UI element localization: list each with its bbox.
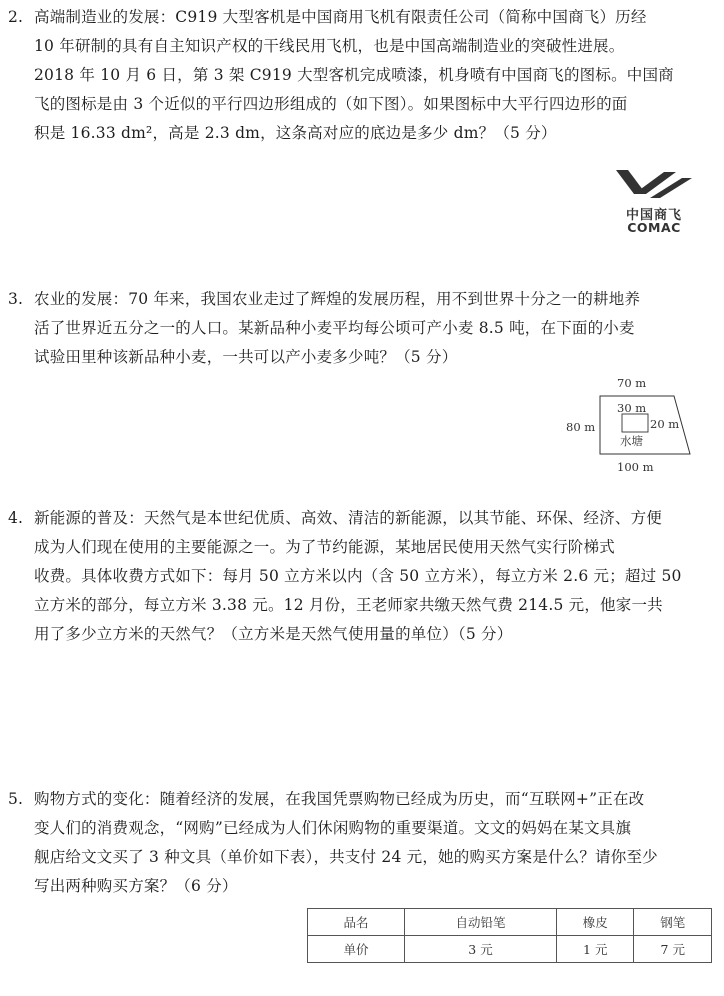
table-cell: 钢笔 (634, 909, 712, 936)
question-text-line: 高端制造业的发展：C919 大型客机是中国商用飞机有限责任公司（简称中国商飞）历经 (34, 8, 647, 26)
wheat-field-diagram (560, 372, 710, 480)
price-table (307, 908, 712, 963)
table-header-cell: 品名 (308, 909, 405, 936)
table-header-cell: 单价 (308, 936, 405, 963)
comac-logo (606, 168, 702, 238)
question-text-line: 农业的发展：70 年来，我国农业走过了辉煌的发展历程，用不到世界十分之一的耕地养 (34, 290, 641, 308)
question-text-line: 立方米的部分，每立方米 3.38 元。12 月份，王老师家共缴天然气费 214.5 元，他家一共 (34, 596, 663, 614)
pond-width-label: 30 m (617, 401, 647, 415)
question-text-line: 用了多少立方米的天然气？（立方米是天然气使用量的单位）（5 分） (34, 625, 513, 643)
question-number: 4. (8, 509, 24, 527)
question-5 (8, 785, 716, 901)
bottom-length-label: 100 m (617, 460, 654, 474)
question-text-line: 收费。具体收费方式如下：每月 50 立方米以内（含 50 立方米），每立方米 2.6 元；超过 50 (34, 567, 682, 585)
question-4 (8, 504, 716, 649)
table-cell: 自动铅笔 (405, 909, 557, 936)
pond-rect (622, 414, 648, 432)
table-row (308, 936, 712, 963)
question-2 (8, 3, 716, 148)
question-text-line: 变人们的消费观念，“网购”已经成为人们休闲购物的重要渠道。文文的妈妈在某文具旗 (34, 819, 632, 837)
table-cell: 7 元 (634, 936, 712, 963)
table-cell: 1 元 (556, 936, 634, 963)
question-text-line: 2018 年 10 月 6 日，第 3 架 C919 大型客机完成喷漆，机身喷有中国商飞的图标。中国商 (34, 66, 674, 84)
question-text-line: 写出两种购买方案？（6 分） (34, 877, 238, 895)
logo-chinese-text: 中国商飞 (625, 208, 682, 223)
question-text-line: 舰店给文文买了 3 种文具（单价如下表），共支付 24 元，她的购买方案是什么？请你至少 (34, 848, 658, 866)
question-3 (8, 285, 716, 372)
logo-english-text: COMAC (627, 220, 681, 235)
table-cell: 3 元 (405, 936, 557, 963)
question-number: 3. (8, 290, 24, 308)
question-number: 5. (8, 790, 24, 808)
question-text-line: 成为人们现在使用的主要能源之一。为了节约能源，某地居民使用天然气实行阶梯式 (34, 538, 615, 556)
pond-height-label: 20 m (650, 417, 680, 431)
question-text-line: 积是 16.33 dm²，高是 2.3 dm，这条高对应的底边是多少 dm？（5 分） (34, 124, 557, 142)
question-number: 2. (8, 8, 24, 26)
question-text-line: 购物方式的变化：随着经济的发展，在我国凭票购物已经成为历史，而“互联网+”正在改 (34, 790, 645, 808)
table-row (308, 909, 712, 936)
comac-logo-icon (614, 168, 694, 204)
question-text-line: 试验田里种该新品种小麦，一共可以产小麦多少吨？（5 分） (34, 348, 458, 366)
question-text-line: 10 年研制的具有自主知识产权的干线民用飞机，也是中国高端制造业的突破性进展。 (34, 37, 625, 55)
table-cell: 橡皮 (556, 909, 634, 936)
left-height-label: 80 m (566, 420, 596, 434)
pond-label: 水塘 (620, 434, 643, 448)
top-length-label: 70 m (617, 376, 647, 390)
question-text-line: 飞的图标是由 3 个近似的平行四边形组成的（如下图）。如果图标中大平行四边形的面 (34, 95, 628, 113)
question-text-line: 活了世界近五分之一的人口。某新品种小麦平均每公顷可产小麦 8.5 吨，在下面的小麦 (34, 319, 635, 337)
question-text-line: 新能源的普及：天然气是本世纪优质、高效、清洁的新能源，以其节能、环保、经济、方便 (34, 509, 663, 527)
